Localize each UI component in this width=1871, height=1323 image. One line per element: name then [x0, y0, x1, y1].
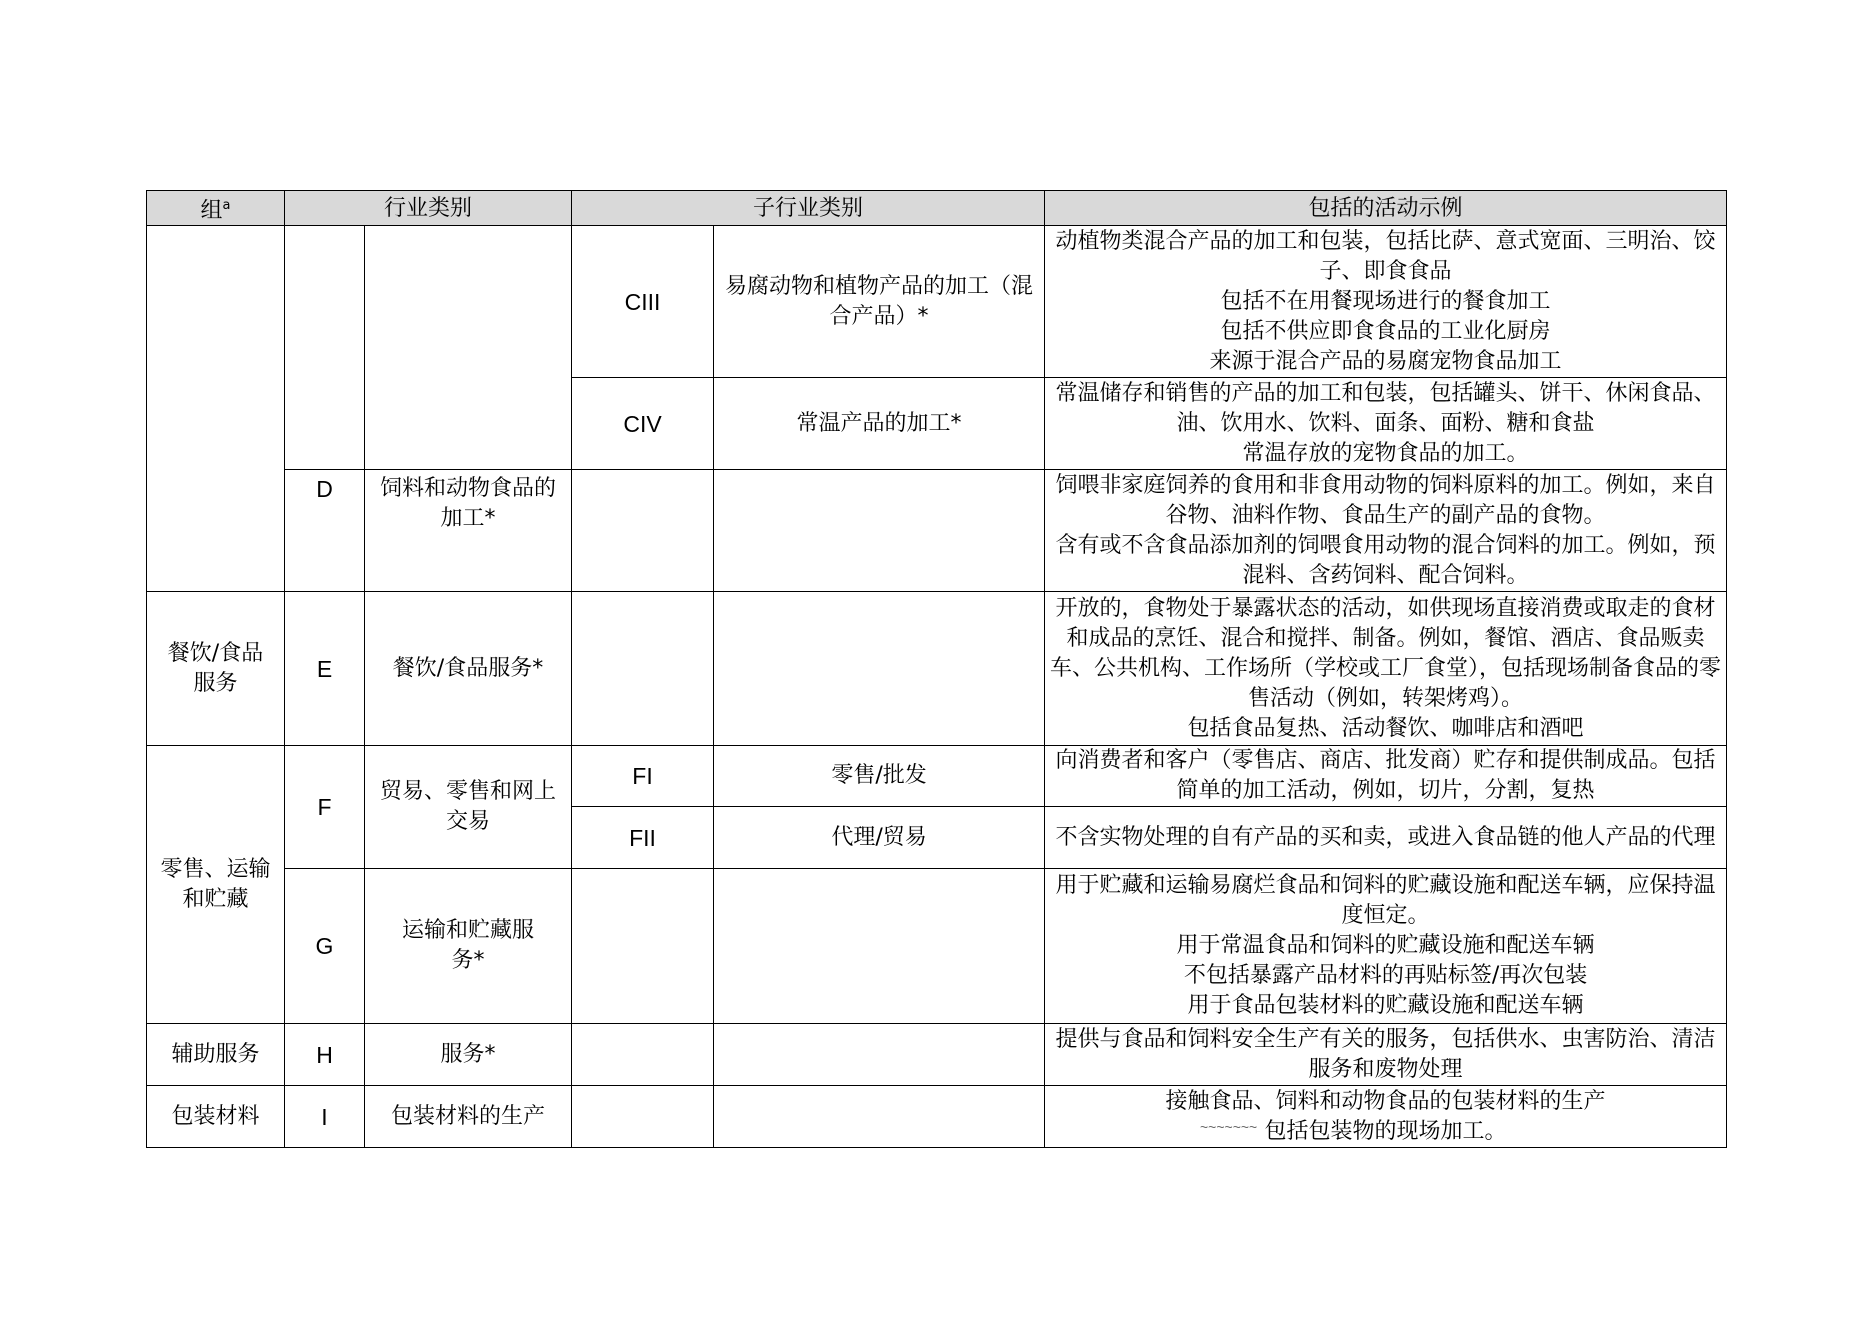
- header-row: [147, 191, 1727, 226]
- overlapping-footer-text: ~~~~~~~: [1200, 1119, 1258, 1135]
- example-line: 开放的，食物处于暴露状态的活动，如供现场直接消费或取走的食材和成品的烹饪、混合和搅拌、制备。例如，餐馆、酒店、食品贩卖车、公共机构、工作场所（学校或工厂食堂），包括现场制备食品的零售活动（例如，转架烤鸡）。: [1050, 595, 1722, 711]
- industry-code: E: [285, 592, 365, 746]
- subindustry-code: FII: [572, 807, 714, 869]
- example-line: 不包括暴露产品材料的再贴标签/再次包装: [1183, 963, 1588, 989]
- header-industry: 行业类别: [285, 191, 572, 226]
- example-line: 向消费者和客户（零售店、商店、批发商）贮存和提供制成品。包括简单的加工活动，例如，切片，分割，复热: [1055, 748, 1716, 804]
- example-line: 动植物类混合产品的加工和包装，包括比萨、意式宽面、三明治、饺子、即食食品: [1055, 228, 1716, 284]
- group-name: 辅助服务: [147, 1024, 285, 1086]
- industry-code: D: [285, 470, 365, 592]
- industry-code: I: [285, 1086, 365, 1148]
- subindustry-name-empty: [714, 1086, 1045, 1148]
- examples-cell: [1045, 1086, 1727, 1148]
- industry-code: F: [285, 746, 365, 869]
- examples-cell: [1045, 807, 1727, 869]
- group-name: 零售、运输和贮藏: [147, 746, 285, 1024]
- subindustry-code-empty: [572, 1086, 714, 1148]
- examples-cell: [1045, 746, 1727, 807]
- industry-code: H: [285, 1024, 365, 1086]
- subindustry-name-empty: [714, 869, 1045, 1024]
- subindustry-code: CIII: [572, 226, 714, 378]
- example-line: 不含实物处理的自有产品的买和卖，或进入食品链的他人产品的代理: [1055, 824, 1716, 850]
- table-row-e: [147, 592, 1727, 746]
- example-line: 常温储存和销售的产品的加工和包装，包括罐头、饼干、休闲食品、油、饮用水、饮料、面条、面粉、糖和食盐: [1055, 380, 1716, 436]
- header-subindustry: 子行业类别: [572, 191, 1045, 226]
- examples-cell: [1045, 470, 1727, 592]
- table-row-fi: [147, 746, 1727, 807]
- subindustry-code: FI: [572, 746, 714, 807]
- category-table: [146, 190, 1727, 1148]
- example-line: 包括不供应即食食品的工业化厨房: [1220, 318, 1551, 344]
- subindustry-name-empty: [714, 592, 1045, 746]
- industry-name: 餐饮/食品服务*: [365, 592, 572, 746]
- example-line: 用于贮藏和运输易腐烂食品和饲料的贮藏设施和配送车辆，应保持温度恒定。: [1055, 873, 1716, 929]
- group-name: 餐饮/食品服务: [147, 592, 285, 746]
- example-line: 饲喂非家庭饲养的食用和非食用动物的饲料原料的加工。例如，来自谷物、油料作物、食品生产的副产品的食物。: [1055, 472, 1716, 528]
- example-line: 用于常温食品和饲料的贮藏设施和配送车辆: [1176, 933, 1595, 959]
- example-line: 来源于混合产品的易腐宠物食品加工: [1209, 348, 1562, 374]
- example-line: 提供与食品和饲料安全生产有关的服务，包括供水、虫害防治、清洁服务和废物处理: [1055, 1026, 1716, 1082]
- subindustry-name: 易腐动物和植物产品的加工（混合产品）*: [714, 226, 1045, 378]
- subindustry-code-empty: [572, 869, 714, 1024]
- subindustry-name: 常温产品的加工*: [714, 378, 1045, 470]
- header-group: 组$^a$: [147, 191, 285, 226]
- industry-name-empty: [365, 226, 572, 470]
- table-row-h: [147, 1024, 1727, 1086]
- table-row-g: [147, 869, 1727, 1024]
- table-row-i: [147, 1086, 1727, 1148]
- header-examples: 包括的活动示例: [1045, 191, 1727, 226]
- example-line: 包括不在用餐现场进行的餐食加工: [1220, 288, 1551, 314]
- industry-name: 贸易、零售和网上交易: [365, 746, 572, 869]
- industry-name: 饲料和动物食品的加工*: [365, 470, 572, 592]
- example-line: 包括食品复热、活动餐饮、咖啡店和酒吧: [1187, 715, 1584, 741]
- industry-code-empty: [285, 226, 365, 470]
- subindustry-code-empty: [572, 470, 714, 592]
- industry-code: G: [285, 869, 365, 1024]
- example-line: 用于食品包装材料的贮藏设施和配送车辆: [1187, 993, 1584, 1019]
- industry-name: 包装材料的生产: [365, 1086, 572, 1148]
- examples-cell: [1045, 869, 1727, 1024]
- subindustry-code: CIV: [572, 378, 714, 470]
- example-line: 含有或不含食品添加剂的饲喂食用动物的混合饲料的加工。例如，预混料、含药饲料、配合饲料。: [1055, 532, 1716, 588]
- table-row-d: [147, 470, 1727, 592]
- table-row-ciii: [147, 226, 1727, 378]
- industry-name: 运输和贮藏服务*: [365, 869, 572, 1024]
- examples-cell: [1045, 226, 1727, 378]
- example-line: 常温存放的宠物食品的加工。: [1242, 440, 1529, 466]
- examples-cell: [1045, 1024, 1727, 1086]
- examples-cell: [1045, 592, 1727, 746]
- subindustry-name: 代理/贸易: [714, 807, 1045, 869]
- example-line: 包括包装物的现场加工。: [1264, 1118, 1507, 1144]
- subindustry-code-empty: [572, 592, 714, 746]
- industry-name: 服务*: [365, 1024, 572, 1086]
- subindustry-name-empty: [714, 470, 1045, 592]
- subindustry-name: 零售/批发: [714, 746, 1045, 807]
- subindustry-name-empty: [714, 1024, 1045, 1086]
- group-name: 包装材料: [147, 1086, 285, 1148]
- examples-cell: [1045, 378, 1727, 470]
- group-cell-empty: [147, 226, 285, 592]
- example-line: 接触食品、饲料和动物食品的包装材料的生产: [1165, 1088, 1606, 1114]
- subindustry-code-empty: [572, 1024, 714, 1086]
